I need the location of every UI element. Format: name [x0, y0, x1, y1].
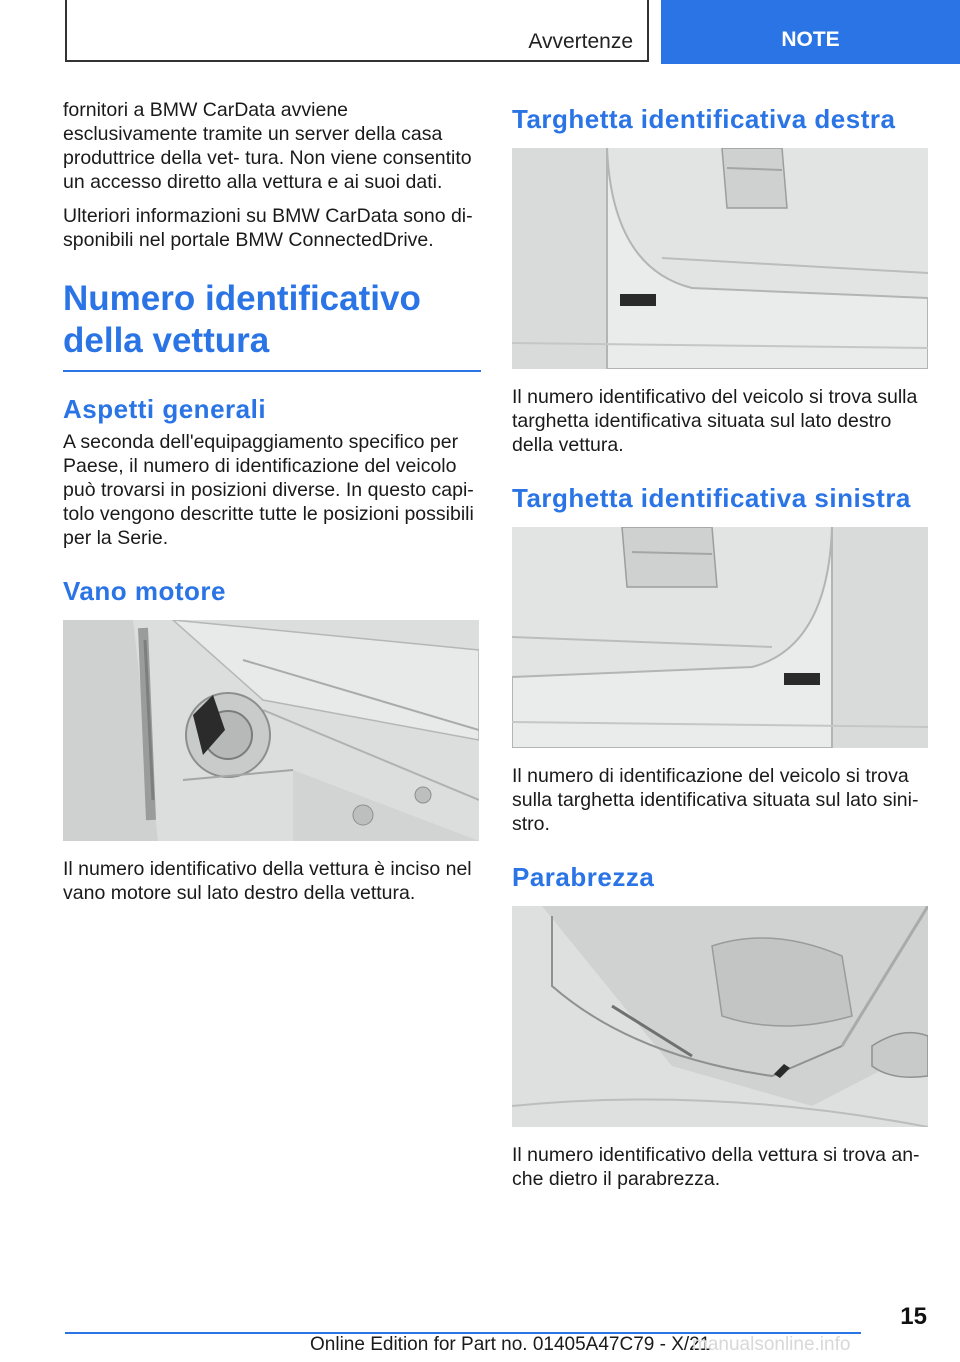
general-heading: Aspetti generali — [63, 394, 267, 424]
left-plate-heading: Targhetta identificativa sinistra — [512, 483, 911, 513]
windshield-illustration — [512, 906, 928, 1127]
footer-watermark: manualsonline.info — [692, 1334, 851, 1355]
left-column — [63, 98, 481, 915]
right-plate-text: Il numero identificativo del veicolo si trova sulla targhetta identificativa situata sul lato destro della vettura. — [512, 386, 918, 456]
right-plate-heading: Targhetta identificativa destra — [512, 104, 896, 134]
footer-edition: Online Edition for Part no. 01405A47C79 - X/21 — [310, 1334, 711, 1355]
left-plate-text: Il numero di identificazione del veicolo si trova sulla targhetta identificativa situata sul lato sini‐ stro. — [512, 765, 919, 835]
engine-bay-illustration — [63, 620, 479, 841]
page-number: 15 — [900, 1303, 927, 1330]
left-plate-illustration — [512, 527, 928, 748]
section-title: Numero identificativo della vettura — [63, 278, 481, 372]
general-text: A seconda dell'equipaggiamento specifico per Paese, il numero di identificazione del veicolo può trovarsi in posizioni diverse. In questo capi‐ tolo vengono descritte tutte le posizioni possibili per la Serie. — [63, 431, 474, 549]
windshield-text: Il numero identificativo della vettura si trova an‐ che dietro il parabrezza. — [512, 1144, 920, 1190]
page-header — [0, 0, 960, 66]
right-column — [512, 98, 928, 1201]
engine-caption: Il numero identificativo della vettura è inciso nel vano motore sul lato destro della vettura. — [63, 858, 472, 904]
engine-heading: Vano motore — [63, 576, 226, 606]
header-tab-note[interactable]: NOTE — [661, 0, 960, 64]
intro-paragraph-2: Ulteriori informazioni su BMW CarData sono di‐ sponibili nel portale BMW ConnectedDrive. — [63, 205, 473, 251]
right-plate-illustration — [512, 148, 928, 369]
windshield-heading: Parabrezza — [512, 862, 655, 892]
intro-paragraph-1: fornitori a BMW CarData avviene esclusivamente tramite un server della casa produttrice della vet‐ tura. Non viene consentito un accesso diretto alla vettura e ai suoi dati. — [63, 99, 472, 193]
header-section-title: Avvertenze — [528, 30, 633, 53]
header-section-box — [65, 0, 649, 62]
